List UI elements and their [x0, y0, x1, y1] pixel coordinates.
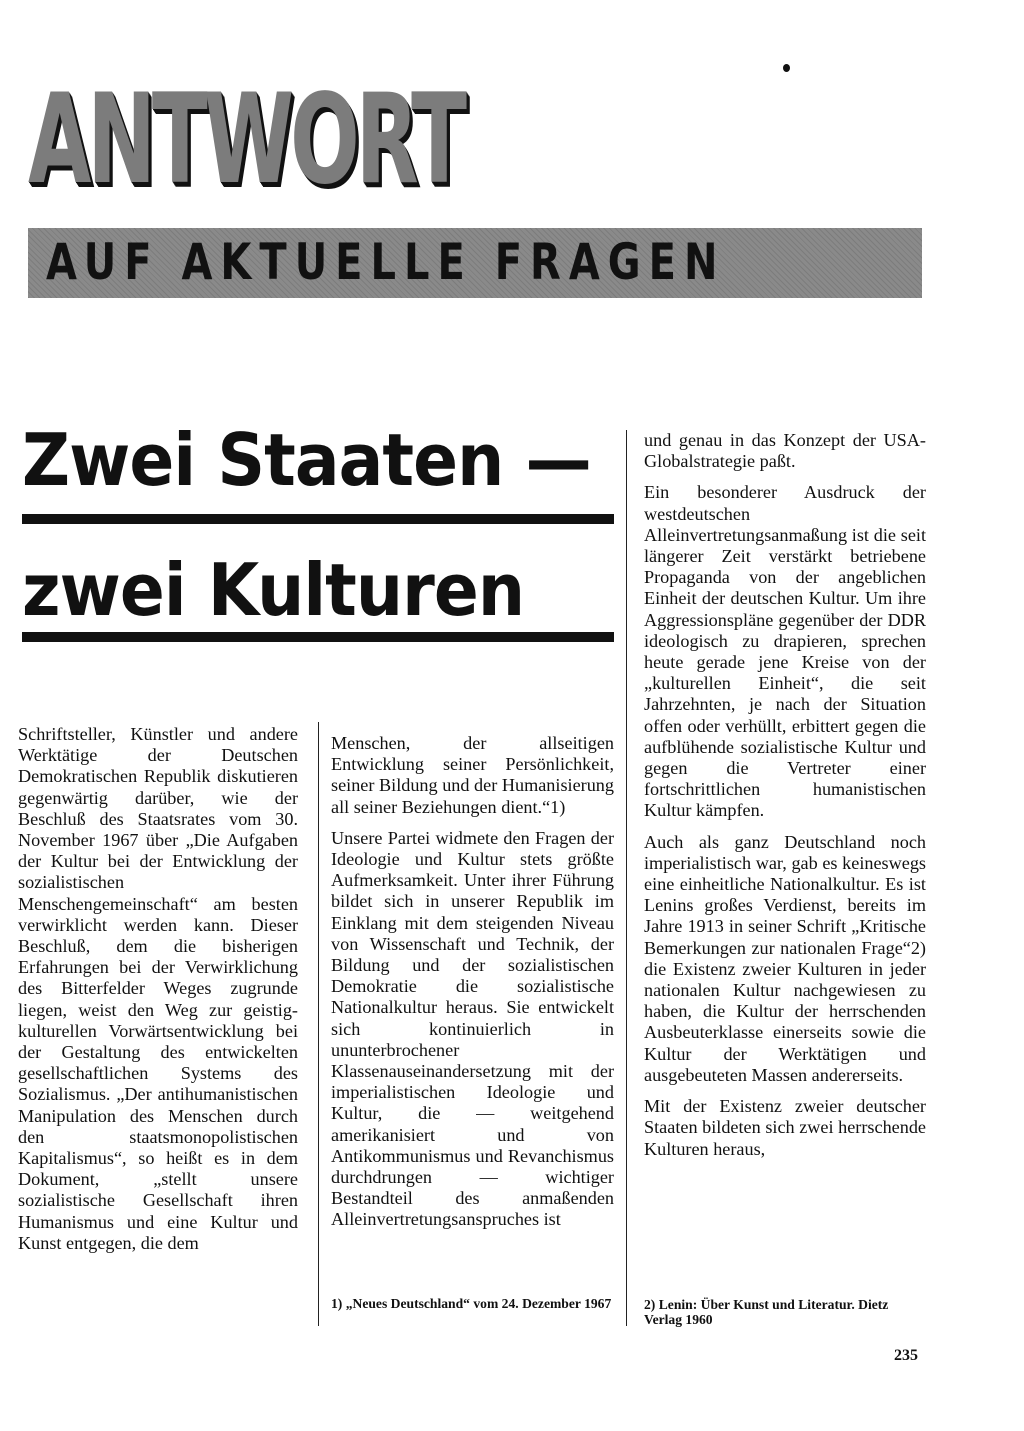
column-divider	[626, 430, 627, 1326]
body-paragraph: Menschen, der allseitigen Entwicklung seiner Persönlichkeit, seiner Bildung und der Humanisierung all seiner Beziehungen dient.“1)	[331, 733, 614, 817]
headline-line-2: zwei Kulturen	[22, 548, 525, 632]
ink-speck	[783, 64, 790, 72]
article-column-3	[644, 430, 926, 1160]
footnote-1: 1) „Neues Deutschland“ vom 24. Dezember 1967	[331, 1296, 612, 1311]
body-paragraph: Auch als ganz Deutschland noch imperialistisch war, gab es keineswegs eine einheitliche Nationalkultur. Es ist Lenins großes Verdienst, bereits im Jahre 1913 in seiner Schrift „Kritische Bemerkungen zur nationalen Frage“2) die Existenz zweier Kulturen in jeder nationalen Kultur nachgewiesen zu haben, die Kultur der herrschenden Ausbeuterklasse einerseits sowie die Kultur der Werktätigen und ausgebeuteten Massen andererseits.	[644, 831, 926, 1085]
body-paragraph: Ein besonderer Ausdruck der westdeutschen Alleinvertretungsanmaßung ist die seit längerer Zeit verstärkt betriebene Propaganda von der angeblichen Einheit der deutschen Kultur. Um ihre Aggressionspläne gegenüber der DDR ideologisch zu drapieren, sprechen heute gerade jene Kreise von der „kulturellen Einheit“, die seit Jahrzehnten, je nach der Situation offen oder verhüllt, erbittert gegen die aufblühende sozialistische Kultur und gegen die Vertreter einer fortschrittlichen humanistischen Kultur kämpfen.	[644, 482, 926, 821]
footnote-2: 2) Lenin: Über Kunst und Literatur. Dietz Verlag 1960	[644, 1297, 889, 1327]
body-paragraph: und genau in das Konzept der USA-Globalstrategie paßt.	[644, 430, 926, 472]
article-column-2	[331, 733, 614, 1231]
masthead-subtitle: AUF AKTUELLE FRAGEN	[46, 233, 726, 291]
body-paragraph: Mit der Existenz zweier deutscher Staaten bildeten sich zwei herrschende Kulturen heraus,	[644, 1096, 926, 1159]
page-number: 235	[894, 1347, 918, 1364]
article-column-1	[18, 724, 298, 1254]
headline-rule-bottom	[22, 632, 614, 642]
masthead-title: ANTWORT	[28, 68, 463, 212]
headline-line-1: Zwei Staaten —	[22, 418, 591, 502]
headline-rule-top	[22, 514, 614, 524]
body-paragraph: Schriftsteller, Künstler und andere Werktätige der Deutschen Demokratischen Republik diskutieren gegenwärtig darüber, wie der Beschluß des Staatsrates vom 30. November 1967 über „Die Aufgaben der Kultur bei der Entwicklung der sozialistischen Menschengemeinschaft“ am besten verwirklicht werden kann. Dieser Beschluß, dem die bisherigen Erfahrungen bei der Verwirklichung des Bitterfelder Weges zugrunde liegen, weist den Weg zur geistig-kulturellen Vorwärtsentwicklung bei der Gestaltung des entwickelten gesellschaftlichen Systems des Sozialismus. „Der antihumanistischen Manipulation des Menschen durch den staatsmonopolistischen Kapitalismus“, so heißt es in dem Dokument, „stellt unsere sozialistische Gesellschaft ihren Humanismus und eine Kultur und Kunst entgegen, die dem	[18, 724, 298, 1253]
column-divider	[318, 722, 319, 1326]
body-paragraph: Unsere Partei widmete den Fragen der Ideologie und Kultur stets größte Aufmerksamkeit. Unter ihrer Führung bildet sich in unserer Republik im Einklang mit dem steigenden Niveau von Wissenschaft und Technik, der Bildung und der sozialistischen Demokratie die sozialistische Nationalkultur heraus. Sie entwickelt sich kontinuierlich in ununterbrochener Klassenauseinandersetzung mit der imperialistischen Ideologie und Kultur, die — weitgehend amerikanisiert und von Antikommunismus und Revanchismus durchdrungen — wichtiger Bestandteil des anmaßenden Alleinvertretungsanspruches ist	[331, 827, 614, 1230]
